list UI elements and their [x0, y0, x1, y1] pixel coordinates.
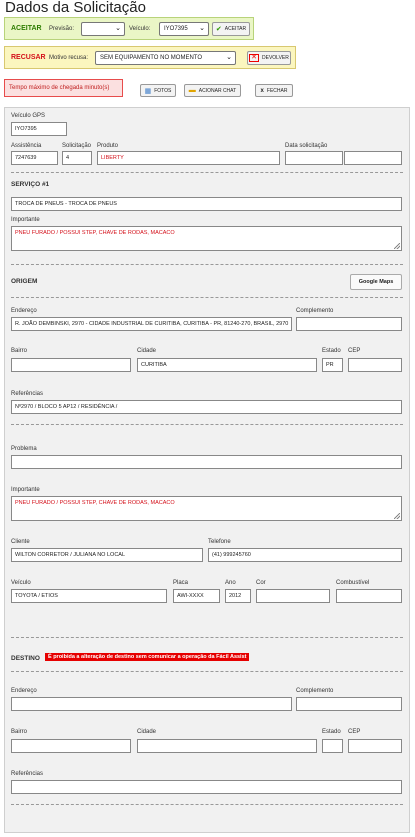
veiculo-gps-label: Veículo GPS — [11, 113, 46, 119]
importante2-textarea[interactable]: PNEU FURADO / POSSUI STEP, CHAVE DE RODAS, MACACO — [11, 496, 402, 521]
d-bairro-label: Bairro — [11, 729, 28, 735]
check-icon: ✔ — [215, 26, 222, 33]
accept-bar — [4, 17, 254, 40]
importante-textarea[interactable]: PNEU FURADO / POSSUI STEP, CHAVE DE RODAS, MACACO — [11, 226, 402, 251]
problema-label: Problema — [11, 446, 37, 452]
refuse-bar — [4, 46, 296, 69]
veiculo-field[interactable]: TOYOTA / ETIOS — [11, 589, 167, 603]
d-estado-field[interactable] — [322, 739, 343, 753]
cep-label: CEP — [348, 348, 361, 354]
divider — [11, 297, 403, 298]
d-referencias-field[interactable] — [11, 780, 402, 794]
cliente-field[interactable]: WILTON CORRETOR / JULIANA NO LOCAL — [11, 548, 203, 562]
d-endereco-label: Endereço — [11, 688, 37, 694]
endereco-field[interactable]: R. JOÃO DEMBINSKI, 2970 - CIDADE INDUSTRIAL DE CURITIBA, CURITIBA - PR, 81240-270, BRASIL, 2970 — [11, 317, 292, 331]
estado-label: Estado — [322, 348, 341, 354]
fotos-button[interactable]: ▦ FOTOS — [140, 84, 176, 97]
d-bairro-field[interactable] — [11, 739, 131, 753]
previsao-select[interactable] — [81, 22, 125, 36]
d-cidade-label: Cidade — [137, 729, 157, 735]
d-complemento-label: Complemento — [296, 688, 334, 694]
form-panel — [4, 107, 410, 833]
tempo-warning: Tempo máximo de chegada minuto(s) — [4, 79, 123, 97]
chat-button[interactable]: ▬ ACIONAR CHAT — [184, 84, 241, 97]
cidade-label: Cidade — [137, 348, 157, 354]
page-title: Dados da Solicitação — [5, 0, 146, 16]
hora-solicitacao-field[interactable] — [344, 151, 402, 165]
cor-field[interactable] — [256, 589, 330, 603]
d-cep-label: CEP — [348, 729, 361, 735]
placa-label: Placa — [173, 580, 189, 586]
complemento-label: Complemento — [296, 308, 334, 314]
accept-button[interactable]: ✔ ACEITAR — [212, 22, 250, 36]
ano-field[interactable]: 2012 — [225, 589, 251, 603]
referencias-field[interactable]: Nº2970 / BLOCO 5 AP12 / RESIDÊNCIA / — [11, 400, 402, 414]
d-cidade-field[interactable] — [137, 739, 317, 753]
chat-icon: ▬ — [188, 87, 196, 94]
veiculo-gps-field[interactable]: IYO7395 — [11, 122, 67, 136]
combustivel-field[interactable] — [336, 589, 402, 603]
d-endereco-field[interactable] — [11, 697, 292, 711]
accept-label: ACEITAR — [11, 25, 42, 32]
motivo-label: Motivo recusa: — [49, 55, 89, 61]
destino-title: DESTINO — [11, 655, 40, 662]
produto-label: Produto — [97, 143, 119, 149]
resize-handle-icon[interactable] — [394, 243, 400, 249]
chevron-down-icon: ⌄ — [199, 25, 205, 32]
motivo-select[interactable]: SEM EQUIPAMENTO NO MOMENTO ⌄ — [95, 51, 236, 65]
telefone-label: Telefone — [208, 539, 231, 545]
refuse-label: RECUSAR — [11, 54, 46, 61]
previsao-label: Previsão: — [49, 26, 75, 32]
veiculo-label: Veículo — [11, 580, 31, 586]
photos-icon: ▦ — [144, 87, 152, 95]
data-solicitacao-label: Data solicitação — [285, 143, 328, 149]
combustivel-label: Combustível — [336, 580, 370, 586]
data-solicitacao-field[interactable] — [285, 151, 343, 165]
servico-title: SERVIÇO #1 — [11, 181, 50, 188]
assistencia-label: Assistência — [11, 143, 42, 149]
cidade-field[interactable]: CURITIBA — [137, 358, 317, 372]
d-cep-field[interactable] — [348, 739, 402, 753]
chevron-down-icon: ⌄ — [115, 25, 121, 32]
destino-warning: É proibida a alteração de destino sem comunicar a operação da Fácil Assist — [45, 653, 249, 661]
divider — [11, 424, 403, 425]
google-maps-button[interactable]: Google Maps — [350, 274, 402, 290]
divider — [11, 671, 403, 672]
endereco-label: Endereço — [11, 308, 37, 314]
divider — [11, 264, 403, 265]
bairro-field[interactable] — [11, 358, 131, 372]
complemento-field[interactable] — [296, 317, 402, 331]
veiculo-select[interactable]: IYO7395 ⌄ — [159, 22, 209, 36]
produto-field[interactable]: LIBERTY — [97, 151, 280, 165]
importante2-label: Importante — [11, 487, 40, 493]
divider — [11, 637, 403, 638]
chevron-down-icon: ⌄ — [226, 54, 232, 61]
telefone-field[interactable]: (41) 999245760 — [208, 548, 402, 562]
bairro-label: Bairro — [11, 348, 28, 354]
veiculo-label: Veículo: — [129, 26, 151, 32]
d-complemento-field[interactable] — [296, 697, 402, 711]
origem-title: ORIGEM — [11, 278, 38, 285]
resize-handle-icon[interactable] — [394, 513, 400, 519]
d-referencias-label: Referências — [11, 771, 44, 777]
cliente-label: Cliente — [11, 539, 30, 545]
problema-field[interactable] — [11, 455, 402, 469]
importante-label: Importante — [11, 217, 40, 223]
cor-label: Cor — [256, 580, 266, 586]
devolver-button[interactable]: ✕ DEVOLVER — [247, 51, 291, 65]
solicitacao-field[interactable]: 4 — [62, 151, 92, 165]
d-estado-label: Estado — [322, 729, 341, 735]
close-icon: x — [260, 87, 264, 94]
close-icon: ✕ — [251, 54, 257, 61]
estado-field[interactable]: PR — [322, 358, 343, 372]
cep-field[interactable] — [348, 358, 402, 372]
solicitacao-label: Solicitação — [62, 143, 92, 149]
divider — [11, 804, 403, 805]
fechar-button[interactable]: x FECHAR — [255, 84, 293, 97]
assistencia-field[interactable]: 7247639 — [11, 151, 58, 165]
servico-field[interactable]: TROCA DE PNEUS - TROCA DE PNEUS — [11, 197, 402, 211]
divider — [11, 172, 403, 173]
ano-label: Ano — [225, 580, 236, 586]
referencias-label: Referências — [11, 391, 44, 397]
placa-field[interactable]: AWI-XXXX — [173, 589, 220, 603]
